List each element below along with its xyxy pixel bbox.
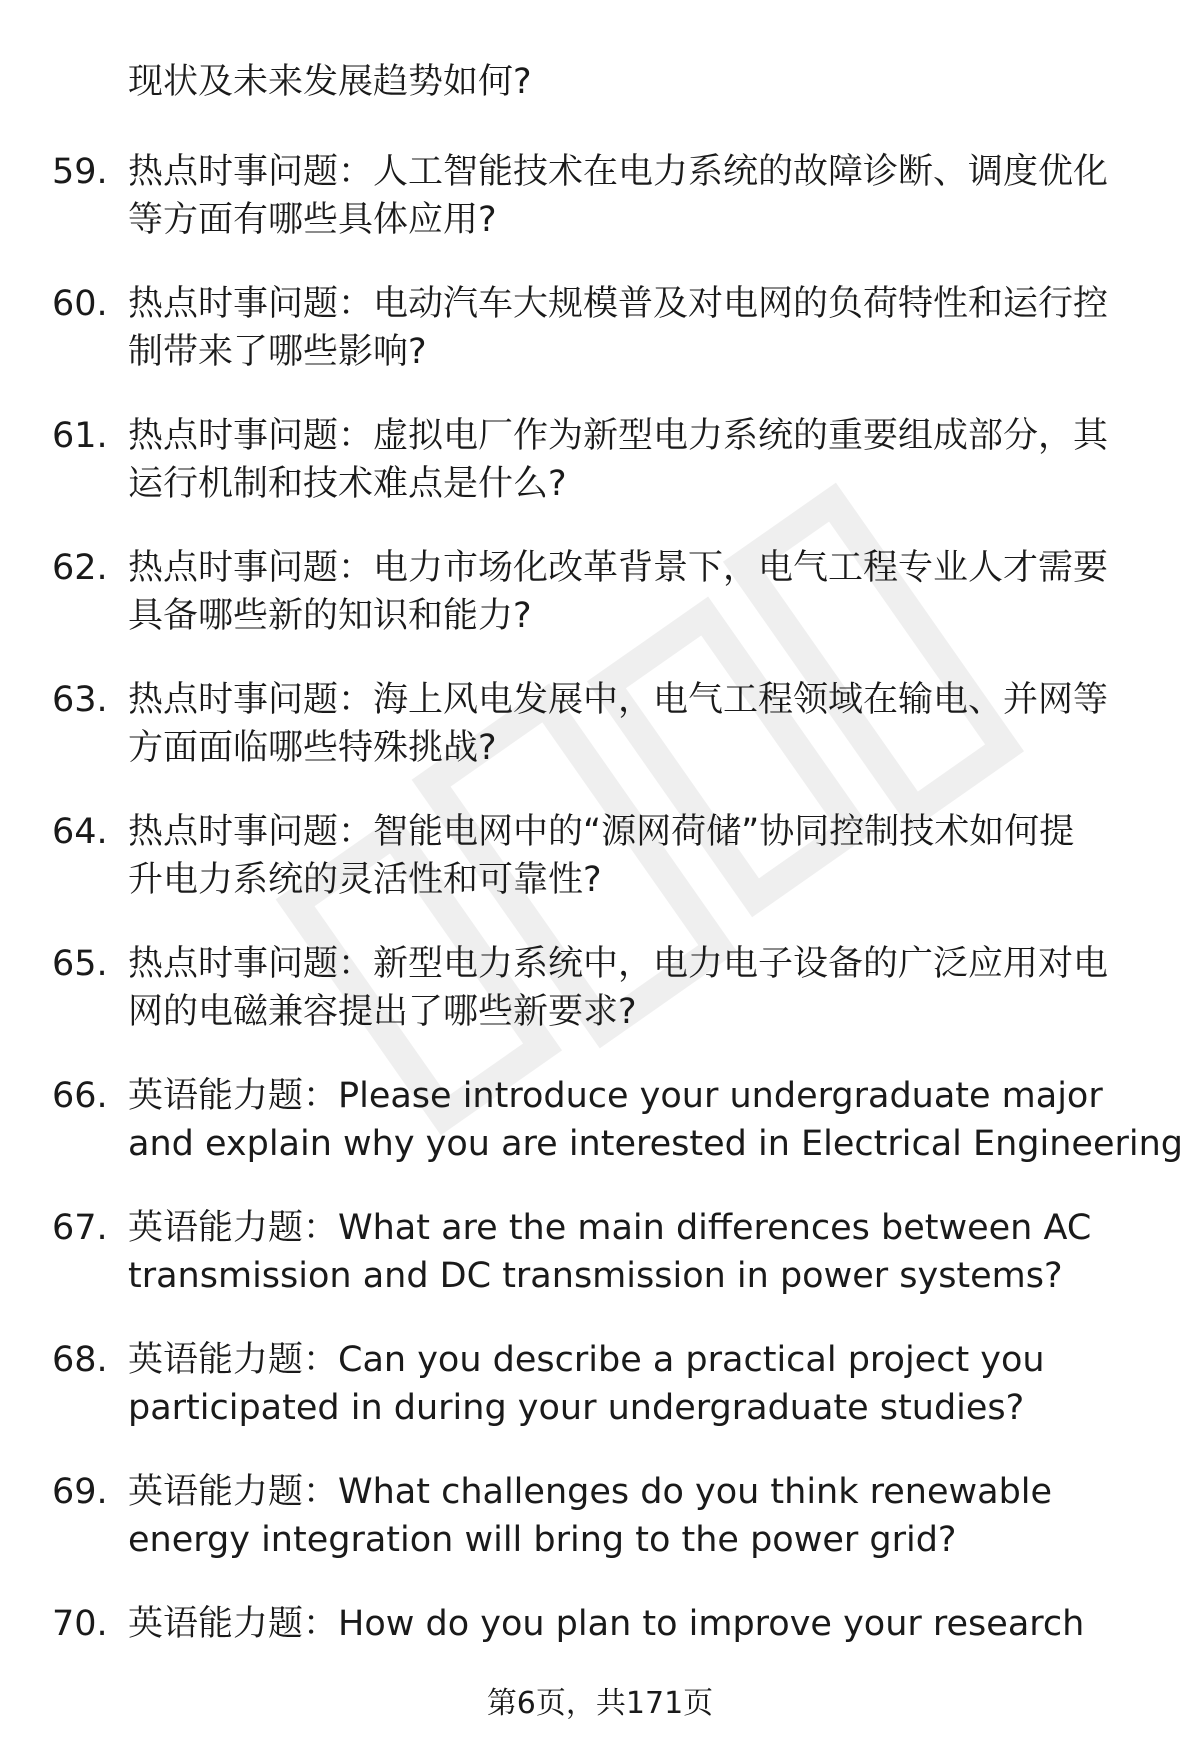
question-text [128, 940, 1178, 1036]
question-line: and explain why you are interested in Electrical Engineering [128, 1124, 1184, 1164]
question-text [128, 148, 1178, 244]
question-text [128, 280, 1178, 376]
question-number: 65. [52, 944, 108, 984]
question-line: 英语能力题：How do you plan to improve your research [128, 1604, 1085, 1644]
question-line: 网的电磁兼容提出了哪些新要求? [128, 992, 637, 1032]
question-number: 59. [52, 152, 108, 192]
question-item [0, 1072, 1200, 1204]
question-number: 62. [52, 548, 108, 588]
question-number: 60. [52, 284, 108, 324]
question-item [0, 1468, 1200, 1600]
question-number: 67. [52, 1208, 108, 1248]
question-line: transmission and DC transmission in power systems? [128, 1256, 1063, 1296]
question-line: 英语能力题：What challenges do you think renewable [128, 1472, 1053, 1512]
question-text [128, 544, 1178, 640]
page-footer: 第6页，共171页 [486, 1686, 714, 1721]
question-line: 热点时事问题：人工智能技术在电力系统的故障诊断、调度优化 [128, 152, 1109, 192]
question-item [0, 148, 1200, 280]
question-line: 英语能力题：Can you describe a practical project you [128, 1340, 1045, 1380]
question-line: 等方面有哪些具体应用? [128, 200, 497, 240]
question-number: 66. [52, 1076, 108, 1116]
question-line: 热点时事问题：智能电网中的“源网荷储”协同控制技术如何提 [128, 812, 1075, 852]
question-item [0, 412, 1200, 544]
question-line: 运行机制和技术难点是什么? [128, 464, 567, 504]
question-line: 英语能力题：What are the main differences between AC [128, 1208, 1092, 1248]
question-item [0, 940, 1200, 1072]
question-line: 热点时事问题：电力市场化改革背景下，电气工程专业人才需要 [128, 548, 1109, 588]
question-number: 68. [52, 1340, 108, 1380]
question-item [0, 280, 1200, 412]
question-number: 61. [52, 416, 108, 456]
question-item [0, 1336, 1200, 1468]
question-number: 70. [52, 1604, 108, 1644]
question-text [128, 1468, 1178, 1564]
question-number: 63. [52, 680, 108, 720]
question-line: 热点时事问题：新型电力系统中，电力电子设备的广泛应用对电 [128, 944, 1109, 984]
question-line: 升电力系统的灵活性和可靠性? [128, 860, 602, 900]
question-line: 方面面临哪些特殊挑战? [128, 728, 497, 768]
question-text [128, 1336, 1178, 1432]
question-line: 热点时事问题：电动汽车大规模普及对电网的负荷特性和运行控 [128, 284, 1109, 324]
question-text [128, 1072, 1184, 1168]
question-number: 69. [52, 1472, 108, 1512]
question-line: 热点时事问题：虚拟电厂作为新型电力系统的重要组成部分，其 [128, 416, 1109, 456]
question-line: 具备哪些新的知识和能力? [128, 596, 532, 636]
question-line: 英语能力题：Please introduce your undergraduate major [128, 1076, 1103, 1116]
question-number: 64. [52, 812, 108, 852]
question-text [128, 1600, 1178, 1648]
continuation-line: 现状及未来发展趋势如何? [128, 62, 532, 102]
question-text [128, 412, 1178, 508]
question-list [0, 148, 1200, 1732]
question-text [128, 808, 1178, 904]
question-item [0, 676, 1200, 808]
question-item [0, 544, 1200, 676]
question-item [0, 808, 1200, 940]
question-line: 热点时事问题：海上风电发展中，电气工程领域在输电、并网等 [128, 680, 1109, 720]
question-line: energy integration will bring to the power grid? [128, 1520, 957, 1560]
question-text [128, 1204, 1178, 1300]
question-text [128, 676, 1178, 772]
question-line: 制带来了哪些影响? [128, 332, 427, 372]
question-item [0, 1204, 1200, 1336]
question-line: participated in during your undergraduate studies? [128, 1388, 1025, 1428]
